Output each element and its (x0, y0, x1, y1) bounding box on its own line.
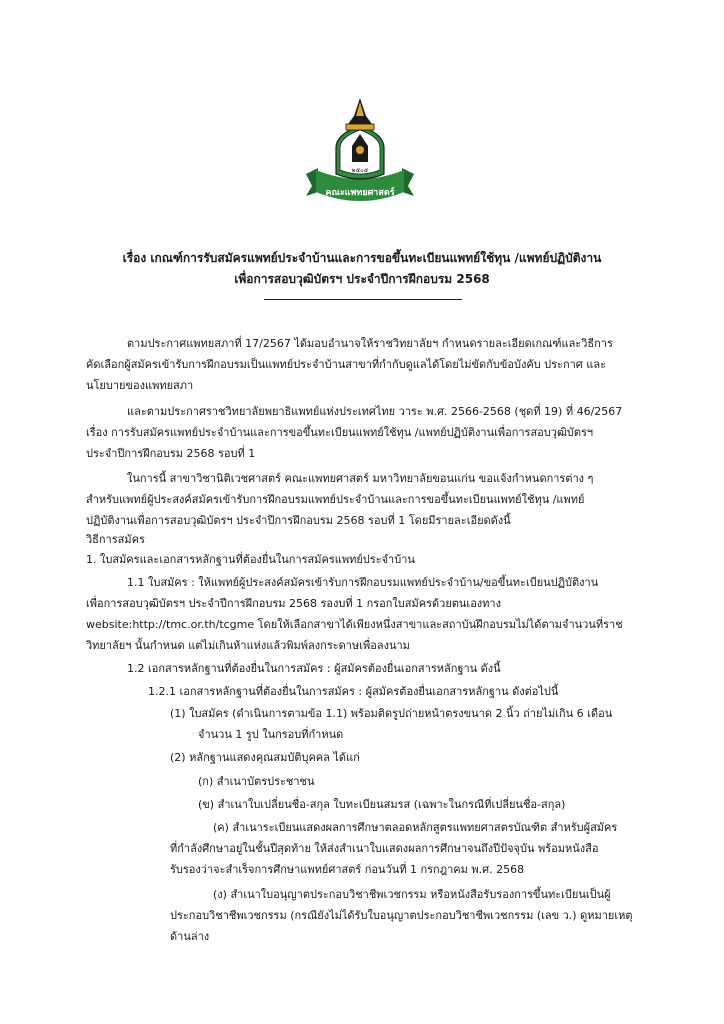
faculty-of-medicine-logo (300, 96, 420, 208)
title-underline (264, 299, 462, 300)
body-line: website:http://tmc.or.th/tcgme โดยให้เลือกสาขาได้เพียงหนึ่งสาขาและสถาบันฝึกอบรมไม่ได้ตามจำนวนที่ราช (86, 618, 623, 631)
body-line: 1.1 ใบสมัคร : ให้แพทย์ผู้ประสงค์สมัครเข้ารับการฝึกอบรมแพทย์ประจำบ้าน/ขอขึ้นทะเบียนปฏิบัติงาน (127, 576, 599, 589)
body-line: คัดเลือกผู้สมัครเข้ารับการฝึกอบรมเป็นแพทย์ประจำบ้านสาขาที่กำกับดูแลได้โดยไม่ขัดกับข้อบังคับ ประกาศ และ (86, 358, 607, 371)
list-item-continuation: จำนวน 1 รูป ในกรอบที่กำหนด (198, 728, 344, 741)
list-item: (ข) สำเนาใบเปลี่ยนชื่อ-สกุล ใบทะเบียนสมรส (เฉพาะในกรณีที่เปลี่ยนชื่อ-สกุล) (198, 798, 566, 811)
list-item-continuation: รับรองว่าจะสำเร็จการศึกษาแพทย์ศาสตร์ ก่อนวันที่ 1 กรกฎาคม พ.ศ. 2568 (170, 863, 525, 876)
list-item-continuation: ประกอบวิชาชีพเวชกรรม (กรณียังไม่ได้รับใบอนุญาตประกอบวิชาชีพเวชกรรม (เลข ว.) ดูหมายเหตุ (170, 909, 633, 922)
body-line: ในการนี้ สาขาวิชานิติเวชศาสตร์ คณะแพทยศาสตร์ มหาวิทยาลัยขอนแก่น ขอแจ้งกำหนดการต่าง ๆ (127, 472, 594, 485)
list-item: (ค) สำเนาระเบียนแสดงผลการศึกษาตลอดหลักสูตรแพทยศาสตรบัณฑิต สำหรับผู้สมัคร (213, 821, 618, 834)
body-line: ตามประกาศแพทยสภาที่ 17/2567 ได้มอบอำนาจให้ราชวิทยาลัยฯ กำหนดรายละเอียดเกณฑ์และวิธีการ (127, 337, 613, 350)
list-item: (ง) สำเนาใบอนุญาตประกอบวิชาชีพเวชกรรม หรือหนังสือรับรองการขึ้นทะเบียนเป็นผู้ (213, 888, 611, 901)
title-line-1: เรื่อง เกณฑ์การรับสมัครแพทย์ประจำบ้านและการขอขึ้นทะเบียนแพทย์ใช้ทุน /แพทย์ปฏิบัติงาน (122, 251, 602, 265)
list-item: (2) หลักฐานแสดงคุณสมบัติบุคคล ได้แก่ (170, 751, 360, 764)
body-line: วิทยาลัยฯ นั้นกำหนด แต่ไม่เกินห้าแห่งแล้วพิมพ์ลงกระดาษเพื่อลงนาม (86, 639, 410, 652)
body-line: ประจำปีการฝึกอบรม 2568 รอบที่ 1 (86, 447, 256, 460)
document-title (60, 248, 664, 290)
list-item-continuation: ด้านล่าง (170, 930, 210, 943)
list-item: (ก) สำเนาบัตรประชาชน (198, 775, 315, 788)
logo-seal-text: ๒๕๐๕ (351, 167, 369, 174)
body-line: เพื่อการสอบวุฒิบัตรฯ ประจำปีการฝึกอบรม 2568 รองบที่ 1 กรอกใบสมัครด้วยตนเองทาง (86, 597, 501, 610)
list-item: (1) ใบสมัคร (ดำเนินการตามข้อ 1.1) พร้อมติดรูปถ่ายหน้าตรงขนาด 2 นิ้ว ถ่ายไม่เกิน 6 เดือน (170, 707, 613, 720)
section-heading: วิธีการสมัคร (86, 533, 145, 546)
body-line: นโยบายของแพทยสภา (86, 379, 194, 392)
title-line-2: เพื่อการสอบวุฒิบัตรฯ ประจำปีการฝึกอบรม 2568 (234, 272, 490, 286)
body-line: และตามประกาศราชวิทยาลัยพยาธิแพทย์แห่งประเทศไทย วาระ พ.ศ. 2566-2568 (ชุดที่ 19) ที่ 46/2567 (127, 405, 623, 418)
subsection-heading: 1.2.1 เอกสารหลักฐานที่ต้องยื่นในการสมัคร : ผู้สมัครต้องยื่นเอกสารหลักฐาน ดังต่อไปนี้ (148, 685, 559, 698)
logo-caption: คณะแพทยศาสตร์ (325, 188, 395, 198)
section-heading: 1. ใบสมัครและเอกสารหลักฐานที่ต้องยื่นในการสมัครแพทย์ประจำบ้าน (86, 553, 415, 566)
body-line: สำหรับแพทย์ผู้ประสงค์สมัครเข้ารับการฝึกอบรมแพทย์ประจำบ้านและการขอขึ้นทะเบียนแพทย์ใช้ทุน /แพทย์ (86, 493, 585, 506)
body-line: เรื่อง การรับสมัครแพทย์ประจำบ้านและการขอขึ้นทะเบียนแพทย์ใช้ทุน /แพทย์ปฏิบัติงานเพื่อการสอบวุฒิบัตรฯ (86, 426, 594, 439)
subsection-heading: 1.2 เอกสารหลักฐานที่ต้องยื่นในการสมัคร : ผู้สมัครต้องยื่นเอกสารหลักฐาน ดังนี้ (127, 662, 501, 675)
body-line: ปฏิบัติงานเพื่อการสอบวุฒิบัตรฯ ประจำปีการฝึกอบรม 2568 รอบที่ 1 โดยมีรายละเอียดดังนี้ (86, 514, 511, 527)
list-item-continuation: ที่กำลังศึกษาอยู่ในชั้นปีสุดท้าย ให้ส่งสำเนาใบแสดงผลการศึกษาจนถึงปีปัจจุบัน พร้อมหนังสือ (170, 842, 599, 855)
